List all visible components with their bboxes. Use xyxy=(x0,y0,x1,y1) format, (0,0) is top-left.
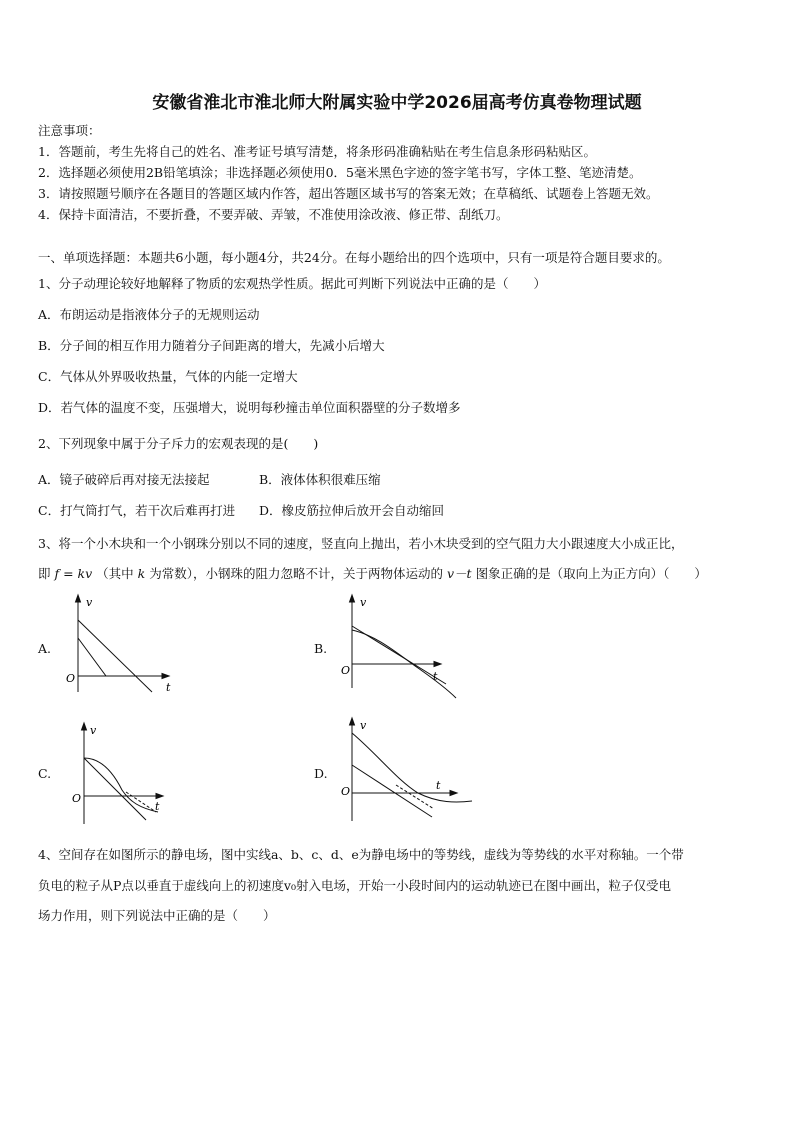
q3-graph-d xyxy=(338,715,478,830)
q4-line1: 4、空间存在如图所示的静电场，图中实线a、b、c、d、e为静电场中的等势线，虚线为等势线的水平对称轴。一个带 xyxy=(38,847,684,862)
v-axis-arrow xyxy=(76,595,81,602)
q3-graph-c xyxy=(62,720,182,830)
line-steel xyxy=(352,765,432,817)
q2-option-c: C．打气筒打气，若干次后难再打进 xyxy=(38,503,236,518)
dashed-tangent xyxy=(126,792,156,812)
q3-stem-line2 xyxy=(38,564,707,582)
origin-label: O xyxy=(341,664,351,677)
q3-vt: v－t xyxy=(446,566,472,581)
q1-option-b: B．分子间的相互作用力随着分子间距离的增大，先减小后增大 xyxy=(38,338,385,353)
v-axis-arrow xyxy=(350,718,355,725)
q3-stem-part-d: 图象正确的是（取向上为正方向）（ ） xyxy=(475,566,707,581)
notice-item-2: 2．选择题必须使用2B铅笔填涂；非选择题必须使用0．5毫米黑色字迹的签字笔书写，字体工整、笔迹清楚。 xyxy=(38,165,642,180)
notice-heading: 注意事项： xyxy=(38,123,101,138)
q3-label-d: D. xyxy=(314,766,328,781)
q3-label-c: C. xyxy=(38,766,52,781)
q3-formula: f = kv xyxy=(54,566,93,581)
line-steel xyxy=(78,620,152,692)
axis-v-label: v xyxy=(360,719,367,732)
q2-option-d: D．橡皮筋拉伸后放开会自动缩回 xyxy=(259,503,445,518)
line-wood xyxy=(78,638,168,676)
q3-label-a: A. xyxy=(38,641,52,656)
origin-label: O xyxy=(66,672,76,685)
q2-option-a: A．镜子破碎后再对接无法接起 xyxy=(38,472,210,487)
q3-stem-part-a: 即 xyxy=(38,566,51,581)
q2-option-b: B．液体体积很难压缩 xyxy=(259,472,381,487)
q4-line2: 负电的粒子从P点以垂直于虚线向上的初速度v₀射入电场，开始一小段时间内的运动轨迹已在图中画出，粒子仅受电 xyxy=(38,878,671,893)
q4-line3: 场力作用，则下列说法中正确的是（ ） xyxy=(38,908,276,923)
notice-item-1: 1．答题前，考生先将自己的姓名、准考证号填写清楚，将条形码准确粘贴在考生信息条形码粘贴区。 xyxy=(38,144,596,159)
curve-wood xyxy=(84,758,158,812)
q3-stem-part-c: 为常数），小钢珠的阻力忽略不计，关于两物体运动的 xyxy=(149,566,443,581)
notice-item-3: 3．请按照题号顺序在各题目的答题区域内作答，超出答题区域书写的答案无效；在草稿纸、试题卷上答题无效。 xyxy=(38,186,659,201)
q3-k: k xyxy=(137,566,146,581)
q3-graph-a xyxy=(62,592,182,702)
section-heading: 一、单项选择题：本题共6小题，每小题4分，共24分。在每小题给出的四个选项中，只有一项是符合题目要求的。 xyxy=(38,250,670,265)
q1-option-a: A．布朗运动是指液体分子的无规则运动 xyxy=(38,307,260,322)
t-axis-arrow xyxy=(434,662,441,667)
t-axis-arrow xyxy=(450,791,457,796)
notice-item-4: 4．保持卡面清洁，不要折叠，不要弄破、弄皱，不准使用涂改液、修正带、刮纸刀。 xyxy=(38,207,509,222)
line-steel xyxy=(84,758,146,820)
page-title: 安徽省淮北市淮北师大附属实验中学2026届高考仿真卷物理试题 xyxy=(152,93,642,113)
q3-graph-b xyxy=(338,592,463,702)
axis-t-label: t xyxy=(436,779,441,792)
axis-v-label: v xyxy=(360,596,367,609)
v-axis-arrow xyxy=(350,595,355,602)
q1-option-c: C．气体从外界吸收热量，气体的内能一定增大 xyxy=(38,369,298,384)
axis-v-label: v xyxy=(86,596,93,609)
q3-label-b: B. xyxy=(314,641,328,656)
q3-stem-part-b: （其中 xyxy=(96,566,134,581)
t-axis-arrow xyxy=(156,794,163,799)
axis-t-label: t xyxy=(166,681,171,694)
q3-stem-line1: 3、将一个小木块和一个小钢珠分别以不同的速度，竖直向上抛出，若小木块受到的空气阻力大小跟速度大小成正比， xyxy=(38,536,684,551)
q1-option-d: D．若气体的温度不变，压强增大，说明每秒撞击单位面积器壁的分子数增多 xyxy=(38,400,461,415)
q2-stem: 2、下列现象中属于分子斥力的宏观表现的是( ) xyxy=(38,436,319,451)
origin-label: O xyxy=(341,785,351,798)
axis-t-label: t xyxy=(433,670,438,683)
q1-stem: 1、分子动理论较好地解释了物质的宏观热学性质。据此可判断下列说法中正确的是（ ） xyxy=(38,276,546,291)
axis-t-label: t xyxy=(155,800,160,813)
axis-v-label: v xyxy=(90,724,97,737)
origin-label: O xyxy=(72,792,82,805)
v-axis-arrow xyxy=(82,723,87,730)
